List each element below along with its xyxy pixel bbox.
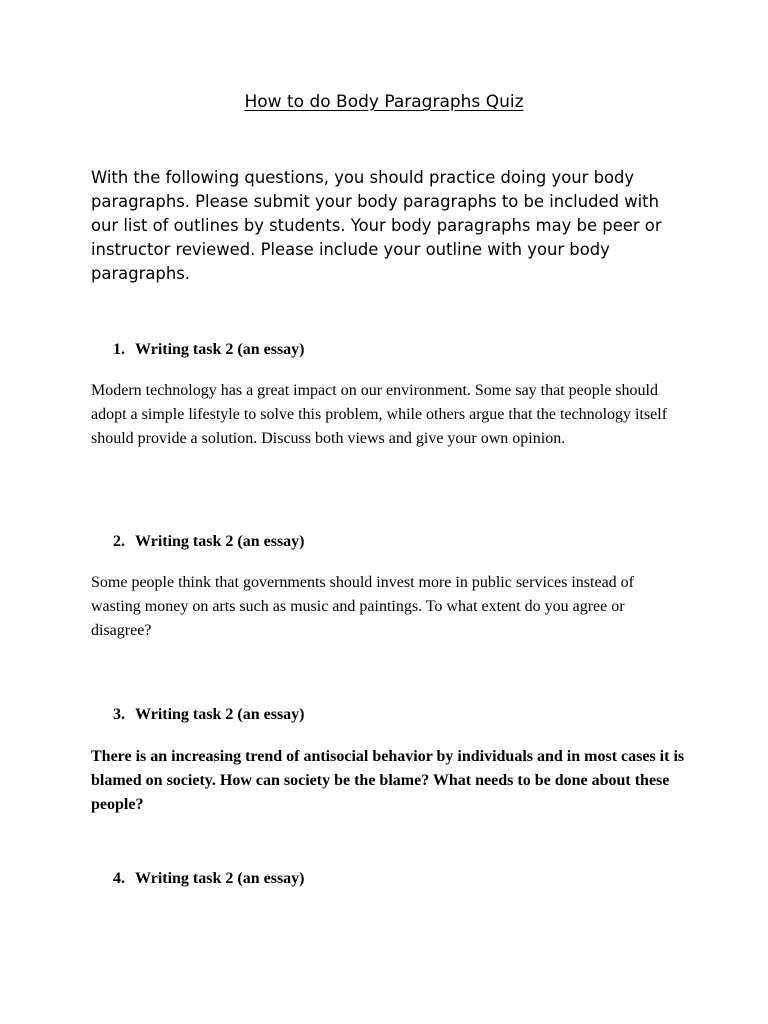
question-3-heading [113,705,305,725]
question-2-heading [113,532,305,552]
document-title: How to do Body Paragraphs Quiz [244,92,524,112]
question-4-number: 4. [113,870,125,887]
question-2-prompt: Some people think that governments should invest more in public services instead of wasting money on arts such as music and paintings. To what extent do you agree or disagree? [91,574,635,639]
question-1-heading-text: Writing task 2 (an essay) [135,341,305,358]
question-3-number: 3. [113,706,125,723]
question-2-number: 2. [113,533,125,550]
question-3-prompt: There is an increasing trend of antisocial behavior by individuals and in most cases it is blamed on society. How can society be the blame? What needs to be done about these people? [91,748,685,813]
question-4-heading-text: Writing task 2 (an essay) [135,870,305,887]
intro-paragraph: With the following questions, you should practice doing your body paragraphs. Please submit your body paragraphs to be included with our list of outlines by students. Your body paragraphs may be peer or instructor reviewed. Please include your outline with your body paragraphs. [91,168,662,283]
question-2-heading-text: Writing task 2 (an essay) [135,533,305,550]
question-3-heading-text: Writing task 2 (an essay) [135,706,305,723]
question-1-prompt: Modern technology has a great impact on our environment. Some say that people should adopt a simple lifestyle to solve this problem, while others argue that the technology itself should provide a solution. Discuss both views and give your own opinion. [91,382,668,447]
question-1-heading [113,340,305,360]
question-1-number: 1. [113,341,125,358]
question-4-heading [113,869,305,889]
